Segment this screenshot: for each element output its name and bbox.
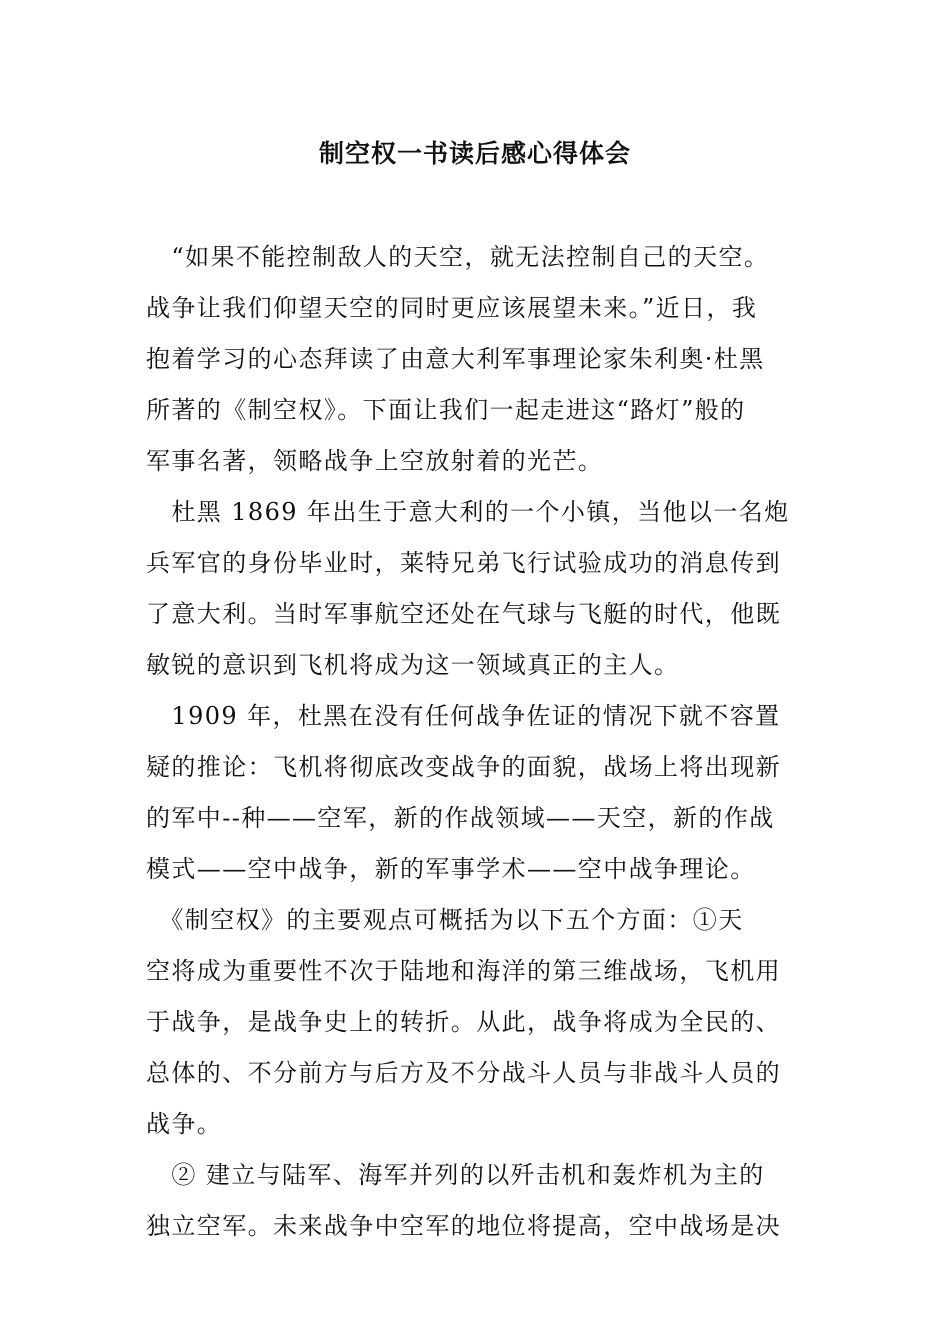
body-line: 的军中--种——空军，新的作战领域——天空，新的作战 — [146, 804, 775, 832]
document-title: 制空权一书读后感心得体会 — [318, 139, 631, 168]
body-line: 总体的、不分前方与后方及不分战斗人员与非战斗人员的 — [146, 1059, 781, 1087]
body-line: 模式——空中战争，新的军事学术——空中战争理论。 — [146, 855, 756, 883]
body-line: 1909 年，杜黑在没有任何战争佐证的情况下就不容置 — [146, 702, 781, 730]
body-line: 战争让我们仰望天空的同时更应该展望未来。”近日，我 — [146, 294, 758, 322]
body-line: 战争。 — [146, 1110, 223, 1138]
body-line: “如果不能控制敌人的天空，就无法控制自己的天空。 — [146, 243, 770, 271]
body-line: 空将成为重要性不次于陆地和海洋的第三维战场，飞机用 — [146, 957, 781, 985]
body-line: 于战争，是战争史上的转折。从此，战争将成为全民的、 — [146, 1008, 781, 1036]
body-line: 了意大利。当时军事航空还处在气球与飞艇的时代，他既 — [146, 600, 781, 628]
body-line: 独立空军。未来战争中空军的地位将提高，空中战场是决 — [146, 1212, 781, 1240]
body-line: 兵军官的身份毕业时，莱特兄弟飞行试验成功的消息传到 — [146, 549, 781, 577]
body-line: 所著的《制空权》。下面让我们一起走进这“路灯”般的 — [146, 396, 746, 424]
body-line: 《制空权》的主要观点可概括为以下五个方面：①天 — [146, 906, 744, 934]
body-line: 军事名著，领略战争上空放射着的光芒。 — [146, 447, 604, 475]
document-body — [146, 232, 822, 1252]
body-line: 杜黑 1869 年出生于意大利的一个小镇，当他以一名炮 — [146, 498, 790, 526]
body-line: 抱着学习的心态拜读了由意大利军事理论家朱利奥·杜黑 — [146, 345, 765, 373]
body-line: 疑的推论：飞机将彻底改变战争的面貌，战场上将出现新 — [146, 753, 781, 781]
body-line: 敏锐的意识到飞机将成为这一领域真正的主人。 — [146, 651, 680, 679]
body-line: ② 建立与陆军、海军并列的以歼击机和轰炸机为主的 — [146, 1161, 765, 1189]
